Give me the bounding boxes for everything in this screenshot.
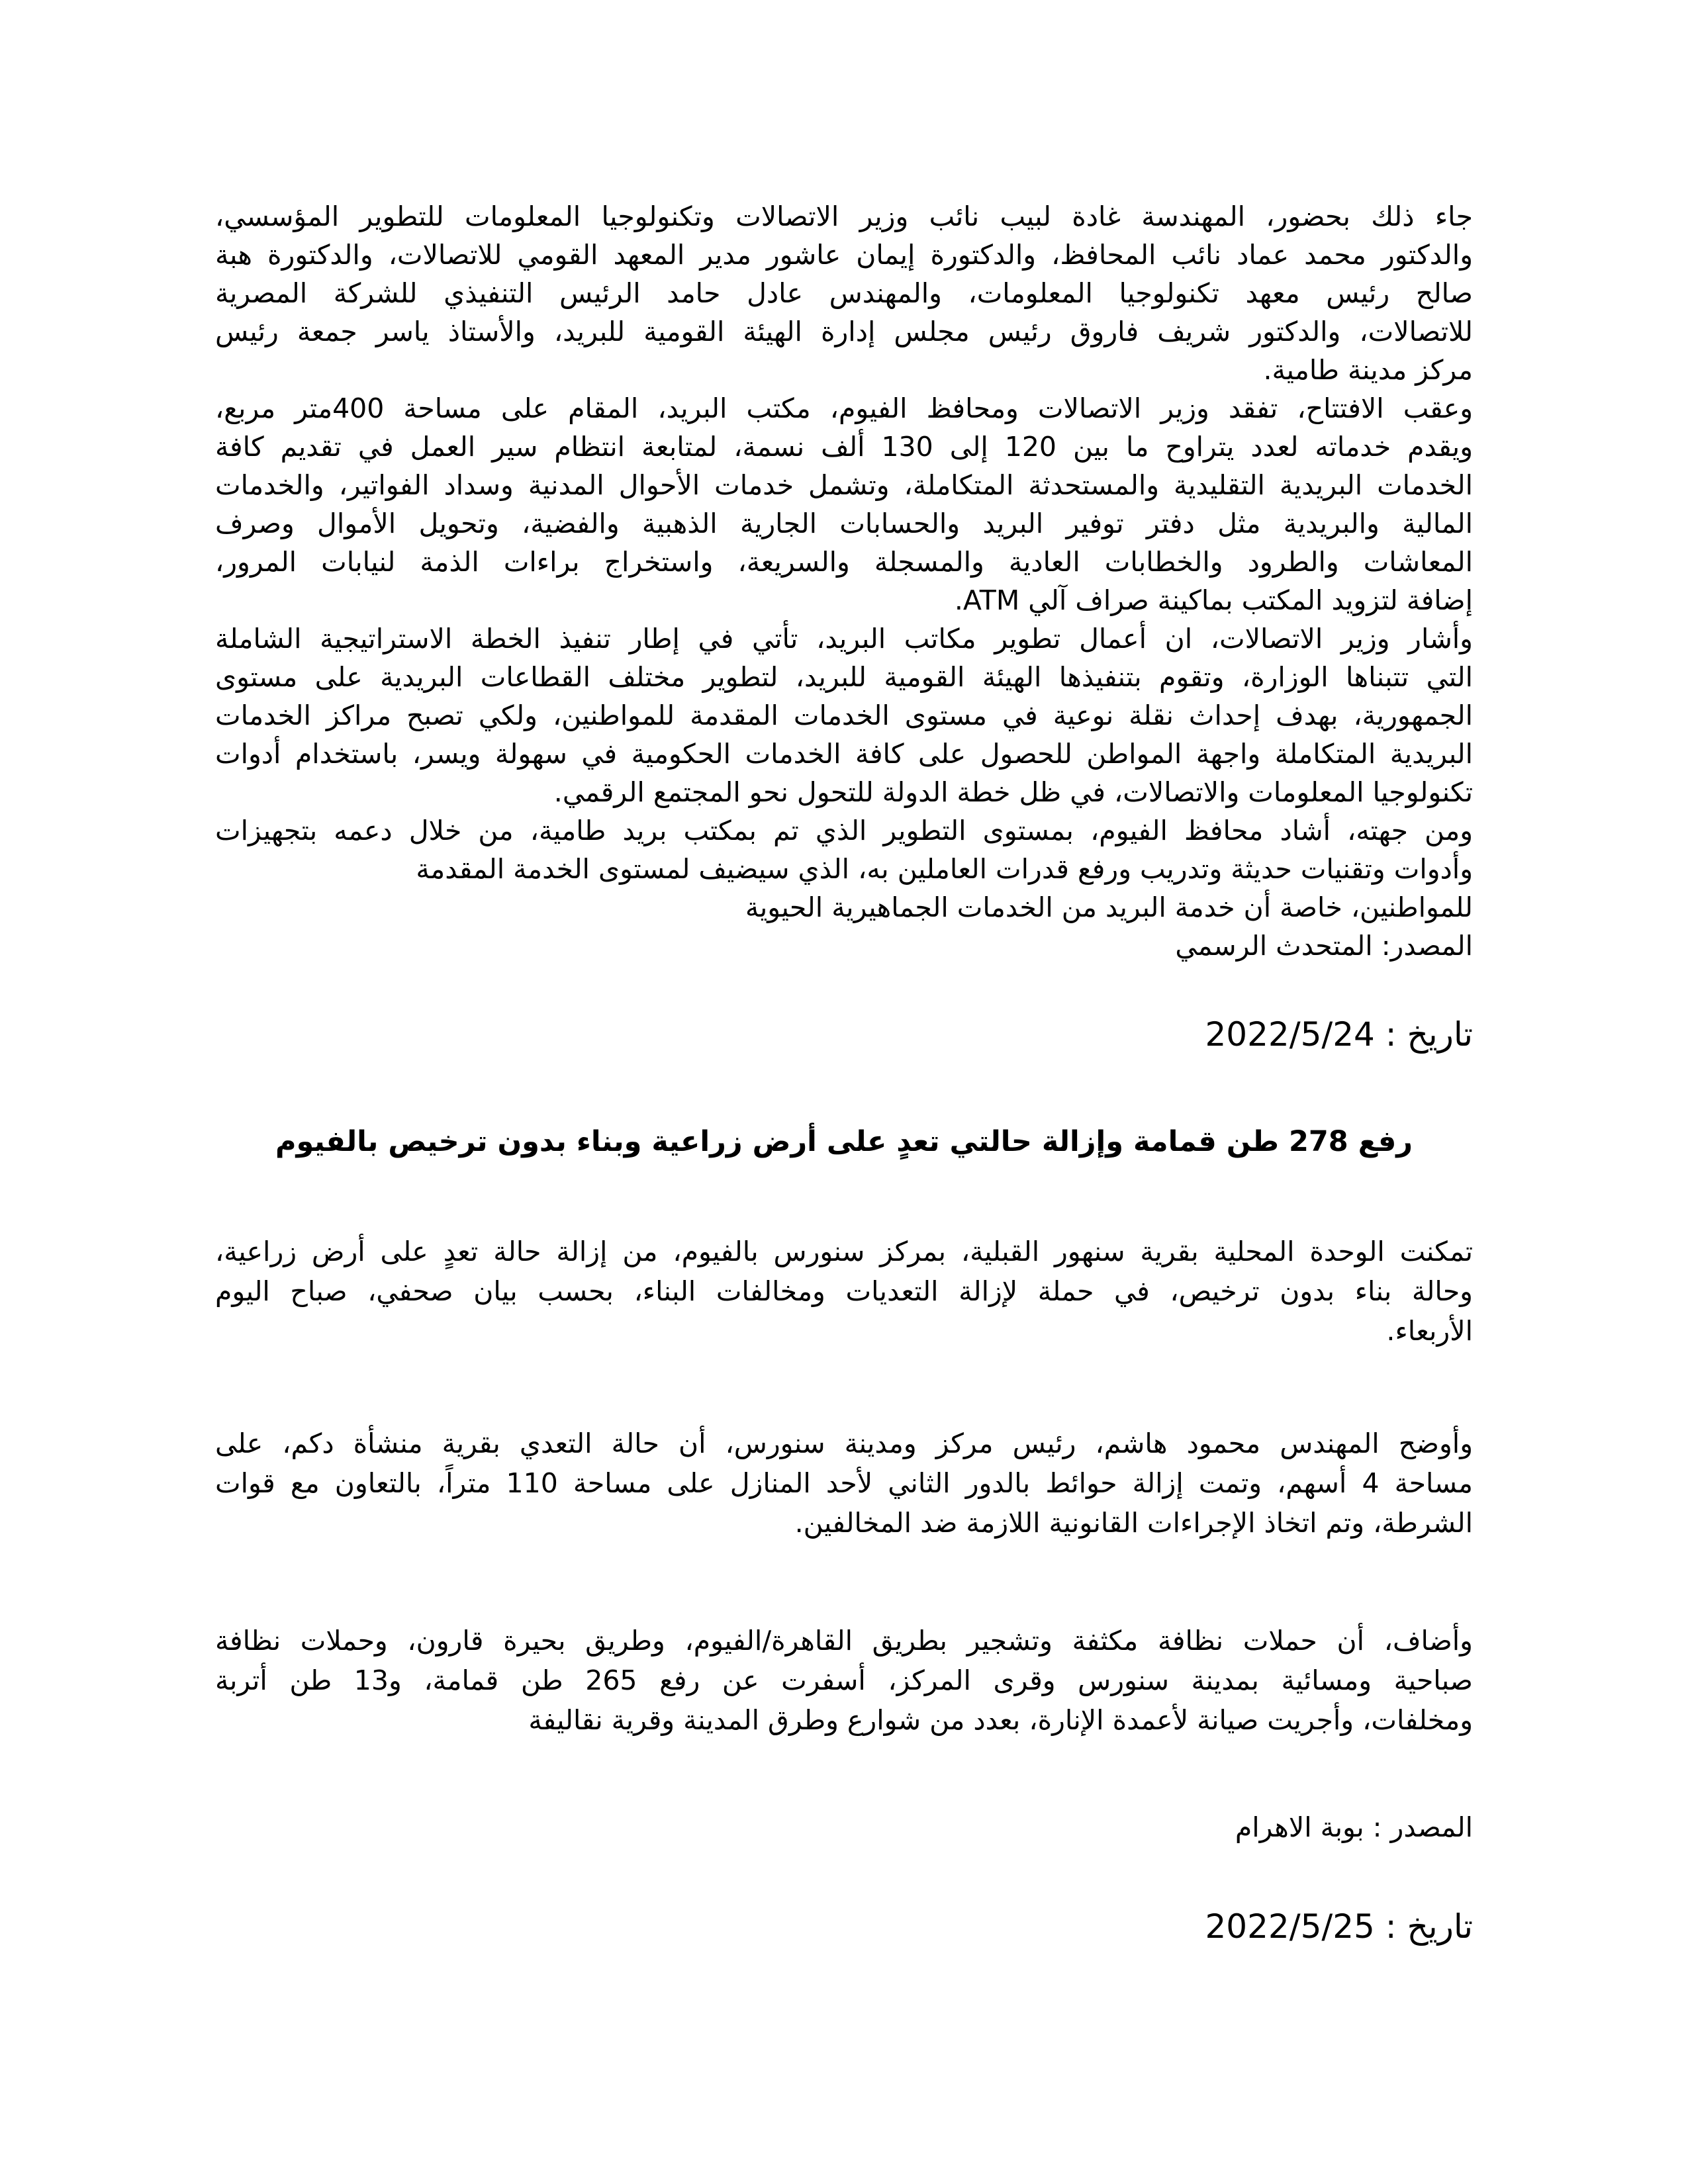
date-line: تاريخ : 2022/5/25 xyxy=(1205,1907,1473,1946)
text-line: وأشار وزير الاتصالات، ان أعمال تطوير مكاتب البريد، تأتي في إطار تنفيذ الخطة الاستراتيجية الشاملة xyxy=(215,623,1473,655)
text-line: مركز مدينة طامية. xyxy=(1263,354,1473,386)
text-line: وحالة بناء بدون ترخيص، في حملة لإزالة التعديات ومخالفات البناء، بحسب بيان صحفي، صباح اليوم xyxy=(215,1275,1473,1307)
text-line: ومخلفات، وأجريت صيانة لأعمدة الإنارة، بعدد من شوارع وطرق المدينة وقرية نقاليفة xyxy=(528,1704,1473,1736)
text-line: صالح رئيس معهد تكنولوجيا المعلومات، والمهندس عادل حامد الرئيس التنفيذي للشركة المصرية xyxy=(215,277,1473,309)
text-line: وعقب الافتتاح، تفقد وزير الاتصالات ومحافظ الفيوم، مكتب البريد، المقام على مساحة 400متر مربع، xyxy=(215,392,1474,424)
text-line: الأربعاء. xyxy=(1386,1315,1473,1347)
text-line: تمكنت الوحدة المحلية بقرية سنهور القبلية، بمركز سنورس بالفيوم، من إزالة حالة تعدٍ على أرض زراعية، xyxy=(215,1236,1473,1267)
text-line: للاتصالات، والدكتور شريف فاروق رئيس مجلس إدارة الهيئة القومية للبريد، والأستاذ ياسر جمعة رئيس xyxy=(215,316,1473,347)
text-line: صباحية ومسائية بمدينة سنورس وقرى المركز، أسفرت عن رفع 265 طن قمامة، و13 طن أتربة xyxy=(215,1664,1473,1696)
text-line: إضافة لتزويد المكتب بماكينة صراف آلي ATM. xyxy=(954,584,1473,616)
text-line: الشرطة، وتم اتخاذ الإجراءات القانونية اللازمة ضد المخالفين. xyxy=(794,1507,1473,1539)
text-line: للمواطنين، خاصة أن خدمة البريد من الخدمات الجماهيرية الحيوية xyxy=(745,891,1473,923)
source-line: المصدر: المتحدث الرسمي xyxy=(1175,930,1473,962)
text-line: الخدمات البريدية التقليدية والمستحدثة المتكاملة، وتشمل خدمات الأحوال المدنية وسداد الفواتير، والخدمات xyxy=(215,469,1473,501)
text-line: الجمهورية، بهدف إحداث نقلة نوعية في مستوى الخدمات المقدمة للمواطنين، ولكي تصبح مراكز الخدمات xyxy=(215,700,1473,731)
text-line: المعاشات والطرود والخطابات العادية والمسجلة والسريعة، واستخراج براءات الذمة لنيابات المرور، xyxy=(215,546,1473,578)
text-line: تكنولوجيا المعلومات والاتصالات، في ظل خطة الدولة للتحول نحو المجتمع الرقمي. xyxy=(553,776,1473,808)
text-line: التي تتبناها الوزارة، وتقوم بتنفيذها الهيئة القومية للبريد، لتطوير مختلف القطاعات البريدية على مستوى xyxy=(215,661,1473,693)
text-line: وأضاف، أن حملات نظافة مكثفة وتشجير بطريق القاهرة/الفيوم، وطريق بحيرة قارون، وحملات نظافة xyxy=(215,1625,1473,1657)
text-line: ويقدم خدماته لعدد يتراوح ما بين 120 إلى 130 ألف نسمة، لمتابعة انتظام سير العمل في تقديم كافة xyxy=(215,431,1473,463)
text-line: ومن جهته، أشاد محافظ الفيوم، بمستوى التطوير الذي تم بمكتب بريد طامية، من خلال دعمه بتجهيزات xyxy=(215,815,1473,846)
text-line: مساحة 4 أسهم، وتمت إزالة حوائط بالدور الثاني لأحد المنازل على مساحة 110 متراً، بالتعاون مع قوات xyxy=(215,1467,1474,1499)
text-line: والدكتور محمد عماد نائب المحافظ، والدكتورة إيمان عاشور مدير المعهد القومي للاتصالات، والدكتورة هبة xyxy=(215,239,1473,271)
text-line: وأدوات وتقنيات حديثة وتدريب ورفع قدرات العاملين به، الذي سيضيف لمستوى الخدمة المقدمة xyxy=(416,853,1473,885)
text-line: وأوضح المهندس محمود هاشم، رئيس مركز ومدينة سنورس، أن حالة التعدي بقرية منشأة دكم، على xyxy=(215,1428,1473,1459)
article-headline: رفع 278 طن قمامة وإزالة حالتي تعدٍ على أرض زراعية وبناء بدون ترخيص بالفيوم xyxy=(275,1125,1413,1158)
text-line: المالية والبريدية مثل دفتر توفير البريد والحسابات الجارية الذهبية والفضية، وتحويل الأموال وصرف xyxy=(215,508,1473,539)
text-line: البريدية المتكاملة واجهة المواطن للحصول على كافة الخدمات الحكومية في سهولة ويسر، باستخدام أدوات xyxy=(215,738,1473,770)
text-line: جاء ذلك بحضور، المهندسة غادة لبيب نائب وزير الاتصالات وتكنولوجيا المعلومات للتطوير المؤسسي، xyxy=(215,201,1473,232)
source-line: المصدر : بوبة الاهرام xyxy=(1235,1811,1473,1843)
date-line: تاريخ : 2022/5/24 xyxy=(1205,1015,1473,1054)
